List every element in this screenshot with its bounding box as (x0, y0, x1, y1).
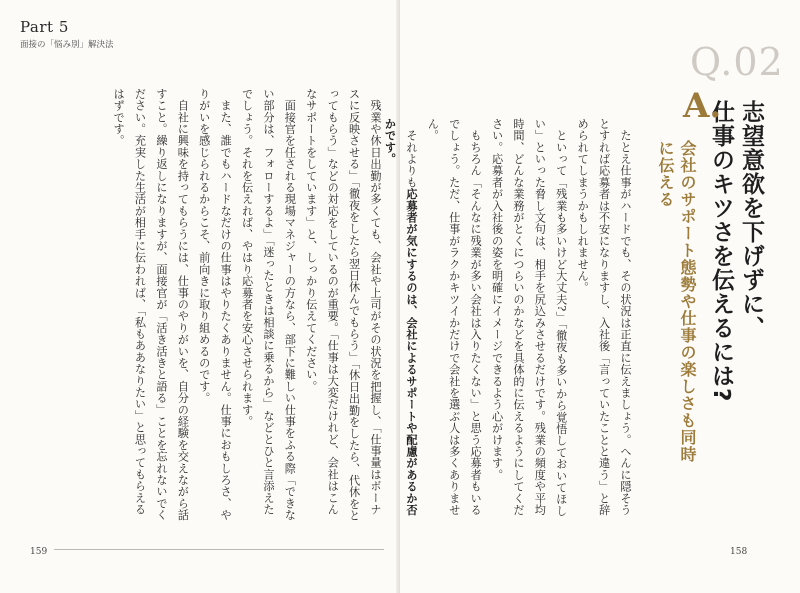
right-paragraph: たとえ仕事がハードでも、その状況は正直に伝えましょう。へんに隠そうとすれば応募者は不安になりますし、入社後「言っていたことと違う」と辞められてしまうかもしれません。 (576, 118, 632, 516)
right-paragraph: といって「残業も多いけど大丈夫?」「徹夜も多いから覚悟しておいてほしい」といった脅し文句は、相手を尻込みさせるだけです。残業の頻度や平均時間、どんな業務がとくにつらいのかなどを具体的に伝えるようにしてください。応募者が入社後の姿を明確にイメージできるよう心がけます。 (490, 118, 568, 517)
right-paragraph-with-emphasis (379, 118, 422, 526)
page-number-right: 158 (730, 547, 748, 557)
left-paragraph: 残業や休日出勤が多くても、会社や上司がその状況を把握し、「仕事量はボーナスに反映させる」「徹夜をしたら翌日休んでもらう」「休日出勤をしたら、代休をとってもらう」などの対応をしているのが重要。「仕事は大変だけれど、会社はこんなサポートをしています」と、しっかり伝えてください。 (304, 88, 382, 522)
question-title (706, 100, 766, 540)
page-number-left: 159 (30, 547, 48, 557)
answer-mark: A. (683, 86, 722, 126)
part-heading: Part 5 (20, 18, 69, 36)
question-title-line: 仕事のキツさを伝えるには? (708, 100, 734, 403)
emphasis-text: 応募者が気にするのは、会社によるサポートや配慮があるか否かです。 (383, 118, 418, 516)
folio-rule (54, 549, 384, 550)
part-subtitle: 面接の「悩み別」解決法 (20, 40, 114, 50)
right-page (383, 0, 800, 593)
left-paragraph: また、誰でもハードなだけの仕事はやりたくありません。仕事におもしろさ、やりがいを感じられるからこそ、前向きに取り組めるのです。 (197, 88, 233, 521)
question-number: Q.02 (690, 40, 784, 84)
answer-headline: 会社のサポート態勢や仕事の楽しさも同時に伝える (656, 140, 697, 463)
question-title-line: 志望意欲を下げずに、 (738, 100, 764, 340)
right-paragraph-lead: それよりも (404, 118, 418, 189)
left-body-text (26, 88, 386, 526)
right-paragraph: もちろん「そんなに残業が多い会社は入りたくない」と思う応募者もいるでしょう。ただ、仕事がラクかキツイかだけで会社を選ぶ人は多くありません。 (426, 118, 483, 516)
right-body-text (383, 118, 636, 526)
left-paragraph: 自社に興味を持ってもらうには、仕事のやりがいを、自分の経験を交えながら話すこと。繰り返しになりますが、面接官が「活き活きと語る」ことを忘れないでください。充実した生活が相手に伝われば、「私もああなりたい」と思ってもらえるはずです。 (112, 88, 190, 521)
left-paragraph: 面接官を任される現場マネジャーの方なら、部下に難しい仕事をふる際「できない部分は、フォローするよ」「迷ったときは相談に乗るから」などとひと言添えたでしょう。それを伝えれば、やはり応募者を安心させられます。 (240, 88, 297, 521)
